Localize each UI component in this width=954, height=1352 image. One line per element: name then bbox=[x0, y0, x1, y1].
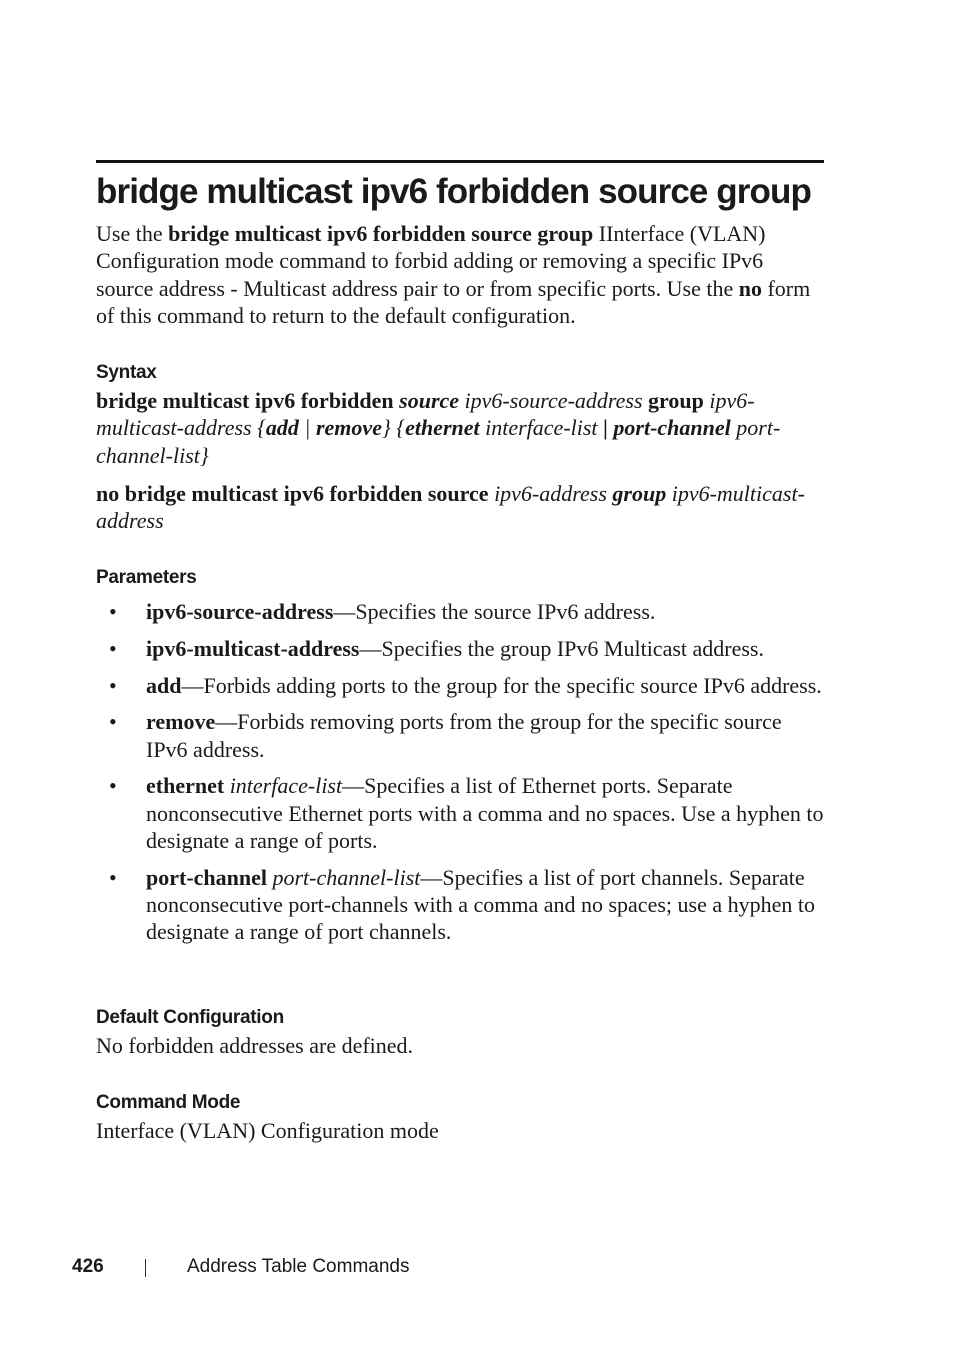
param-term: remove bbox=[146, 709, 216, 735]
intro-text: IInterface (VLAN) Configuration mode command to forbid adding or removing a specific IPv6 source address - Multicast address pair to or from specific ports. Use the bbox=[96, 221, 766, 301]
default-config-heading: Default Configuration bbox=[96, 1007, 284, 1028]
syntax-token: add bbox=[265, 415, 299, 441]
command-mode-text: Interface (VLAN) Configuration mode bbox=[96, 1118, 439, 1143]
syntax-token: ipv6-address bbox=[488, 481, 607, 506]
intro-text: Use the bbox=[96, 221, 169, 246]
param-desc: —Forbids removing ports from the group for the specific source IPv6 address. bbox=[146, 709, 782, 762]
param-desc: —Forbids adding ports to the group for the specific source IPv6 address. bbox=[181, 672, 822, 698]
param-desc: —Specifies a list of port channels. Separate nonconsecutive port-channels with a comma and no spaces; use a hyphen to designate a range of port channels. bbox=[146, 864, 815, 945]
param-term: add bbox=[146, 672, 182, 698]
syntax-token: group bbox=[606, 481, 667, 506]
list-item bbox=[96, 772, 824, 854]
syntax-token: remove bbox=[315, 415, 382, 441]
parameters-heading: Parameters bbox=[96, 567, 197, 588]
intro-command: bridge multicast ipv6 forbidden source group bbox=[168, 221, 594, 246]
title-rule bbox=[96, 160, 824, 163]
command-mode-heading: Command Mode bbox=[96, 1092, 241, 1113]
intro-no-keyword: no bbox=[738, 275, 762, 301]
syntax-token: port-channel-list} bbox=[96, 415, 781, 468]
syntax-token: ipv6-multicast-address { bbox=[96, 388, 755, 441]
param-term: ipv6-source-address bbox=[146, 599, 334, 624]
list-item bbox=[96, 864, 824, 946]
parameters-list bbox=[96, 598, 824, 955]
param-term: ipv6-multicast-address bbox=[146, 635, 360, 661]
syntax-token: port-channel bbox=[613, 415, 731, 441]
syntax-line-2 bbox=[96, 480, 822, 535]
page-title: bridge multicast ipv6 forbidden source group bbox=[96, 172, 811, 211]
syntax-line-1 bbox=[96, 387, 822, 469]
list-item bbox=[96, 598, 824, 625]
syntax-token: ipv6-source-address bbox=[459, 388, 643, 413]
bullet-icon: • bbox=[109, 672, 117, 698]
bullet-icon: • bbox=[109, 635, 117, 661]
footer-section-title: Address Table Commands bbox=[187, 1256, 410, 1277]
param-term: port-channel bbox=[146, 864, 267, 890]
syntax-token: no bridge multicast ipv6 forbidden source bbox=[96, 481, 489, 506]
param-arg: port-channel-list bbox=[267, 864, 421, 890]
syntax-token: interface-list bbox=[479, 415, 598, 441]
param-term: ethernet bbox=[146, 773, 225, 799]
syntax-token: group bbox=[642, 388, 704, 413]
bullet-icon: • bbox=[109, 709, 117, 735]
syntax-token: | bbox=[597, 415, 614, 441]
syntax-token: } { bbox=[381, 415, 406, 441]
syntax-token: ethernet bbox=[405, 415, 480, 441]
syntax-token: source bbox=[399, 388, 460, 413]
intro-paragraph bbox=[96, 220, 822, 329]
param-desc: —Specifies the group IPv6 Multicast address. bbox=[359, 635, 764, 661]
bullet-icon: • bbox=[109, 599, 117, 624]
default-config-text: No forbidden addresses are defined. bbox=[96, 1033, 414, 1058]
page-number: 426 bbox=[72, 1256, 104, 1277]
list-item bbox=[96, 708, 824, 763]
syntax-token: ipv6-multicast-address bbox=[96, 481, 805, 534]
footer-separator bbox=[145, 1259, 146, 1277]
syntax-heading: Syntax bbox=[96, 362, 157, 383]
list-item bbox=[96, 672, 824, 699]
param-desc: —Specifies the source IPv6 address. bbox=[333, 599, 656, 624]
bullet-icon: • bbox=[109, 864, 117, 890]
bullet-icon: • bbox=[109, 773, 117, 799]
syntax-token: bridge multicast ipv6 forbidden bbox=[96, 388, 400, 413]
param-arg: interface-list bbox=[224, 773, 343, 799]
intro-text: form of this command to return to the default configuration. bbox=[96, 275, 811, 328]
param-desc: —Specifies a list of Ethernet ports. Separate nonconsecutive Ethernet ports with a comma and no spaces. Use a hyphen to designate a range of ports. bbox=[146, 773, 824, 854]
syntax-token: | bbox=[298, 415, 316, 441]
list-item bbox=[96, 635, 824, 662]
